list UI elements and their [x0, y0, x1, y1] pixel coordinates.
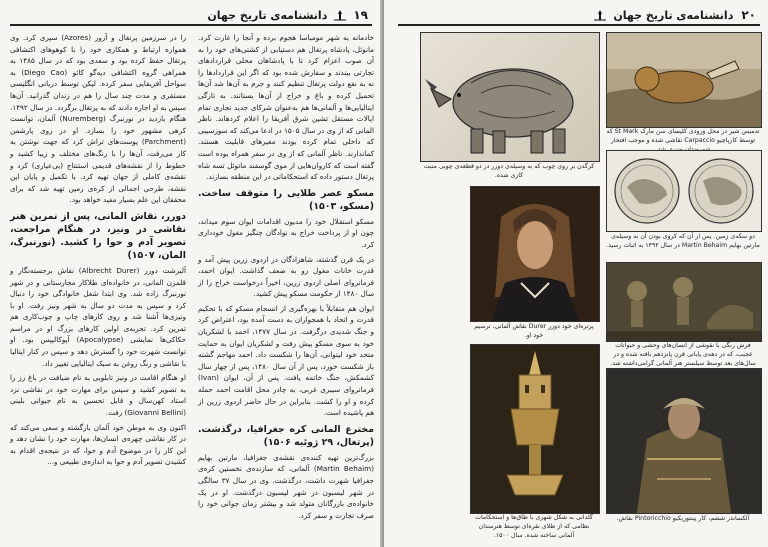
- paragraph: مسکو استقلال خود را مدیون اقدامات ایوان سوم میداند، چون او از پرداخت خراج به نوادگان چنگیز مغول خودداری کرد.: [198, 216, 374, 249]
- paragraph: ایوان هم متقابلاً با بهره‌گیری از انسجام مسکو که با تحکیم قدرت و اتحاد با همجواران به دست آمده بود، اعتراض کرد و جنگ شدیدی درگرفت. در سال ۱۴۷۷، احمد با لشکریان خود به سوی مسکو پیش رفت و لشکریان ایوان به حمایت متحد خود لیتوانی، آن‌ها را شکست داد. احمد مهاجم گشته باز شکست خورد، پس از آن سال ۱۴۸۰، پس از چهار سال کشمکش، جنگ خاتمه یافت. پس از آن، ایوان (Ivan) فرمانروای سیبری غربی، به چادر محل اقامت احمد حمله کرده و او را کشت. بنابراین در حال حاضر اردوی زرین از هم پاشیده است.: [198, 303, 374, 418]
- paragraph: بزرگ‌ترین تهیه کننده‌ی نقشه‌ی جغرافیا، مارتین بهایم (Martin Behaim) آلمانی، که سازنده‌ی نخستین کره‌ی جغرافیا شهرت داشت، درگذشت. وی در سال ۳۷ سالگی در شهر لیسبون در شهر لیسبون درگذشت. او در یک خانواده‌ی بازرگانان متولد شد و بیشتر زمان جوانی خود را صرف تجارت و سفر کرد.: [198, 452, 374, 520]
- lion-of-st-mark-painting: [606, 32, 762, 128]
- pintoricchio-painting-image: [606, 368, 762, 514]
- article-heading: دورر، نقاش المانی، پس از تمرین هنر نقاشی در ونیز، در هنگام مراجعت، تصویر آدم و حوا را کشید. (نورنبرگ، المان، ۱۵۰۷): [10, 210, 186, 261]
- article-heading: مخترع المانی کره جغرافیا، درگذشت. (پرتغال، ۲۹ ژوئیه ۱۵۰۶): [198, 423, 374, 448]
- globe-map-coins-image: [606, 150, 762, 232]
- torch-icon: [593, 9, 607, 21]
- figure-caption: پرتره‌ای خود دورر Durer نقاش آلمانی، ترسیم خود او.: [474, 323, 594, 339]
- paragraph: در یک قرن گذشته، شاهزادگان در اردوی زرین پیش آمد و قدرت خانات مغول رو به ضعف گذاشت. ایوان احمد، فرمانروای اصلی اردوی زرین، اخیراً درخواست خراج را از سال ۱۴۸۰ از حکومت مسکو پیش کشید.: [198, 254, 374, 299]
- figure-caption: آلکساندر ششم، کار پینتوریکیو Pintoricchio نقاش.: [616, 515, 750, 522]
- paragraph: را در سرزمین پرتغال و آزور (Azores) سپری کرد. وی همواره ارتباط و همکاری خود را با کوهوهای اکتشافی پرتغال حفظ کرده بود و سعدی بود که در سال ۱۴۸۵ به همراهی گروه اکتشافی دیه‌گو کائو (Diego Cao) به سواحل آفریقایی سفر کرده. لیکن توسط دریانی انگلیسی مستقری و مدت چند سال را هم در زندان گذرانید. آن‌ها سپس به او اجازه دادند که به پرتغال برگردد. در سال ۱۴۹۲، هنگام بازدید در نورنبرگ (Nuremberg) آلمان، توانست کرهی مشهور خود را بسازد. او در روی پارشمن (Parchment) پوست‌های تراش کرد که جهت نوشتن به کار می‌رفت، آن‌ها را با رنگ‌های مختلف و زیبا کشید و خطوط را از نقشه‌های قدیمی استنتاج (بی‌عیاری) کرد و نقشه‌ی کاملی از جهان تهیه کرد. با تکمیل و پایان این نقشه، طرحی اجمالی از کره‌ی زمین تهیه شد که برای محققان این علم بسیار مفید خواهد بود.: [10, 33, 186, 205]
- page-number: ۱۹: [353, 8, 368, 22]
- running-title: دانشنامه‌ی تاریخ جهان: [613, 8, 734, 22]
- right-page: [384, 0, 768, 547]
- left-page-header: [10, 6, 372, 26]
- castle-goblet-image: [470, 344, 600, 514]
- durer-self-portrait-image: [470, 186, 600, 322]
- figure-caption: گلدانی به شکل شهری با طاق‌ها و استحکامات نظامی که از طلای نقره‌ای توسط هنرمندان آلمانی ساخته شده. سال ۱۵۰۰.: [475, 514, 593, 539]
- paragraph: او هنگام اقامت در ونیز تابلویی به نام ضیافت در باغ رز را به تصویر کشید و سپس برای مهارت خود در نقاشی نزد استاد کهن‌سال و قابل تحسین به نام جیوانی بلینی (Giovanni Bellini) رفت.: [10, 373, 186, 418]
- figure-caption: دو سکه‌ی زمین. پس از آن که کروی بودن آن به وسیله‌ی مارتین بهایم Martin Behaim در سال ۱۴۹۲ به اثبات رسید.: [606, 233, 760, 249]
- torch-icon: [333, 9, 347, 21]
- running-title: دانشنامه‌ی تاریخ جهان: [207, 8, 328, 22]
- figure-caption: کرگدن بر روی چوب که به وسیله‌ی دورر در دو قطعه‌ی چوبی منبت کاری شده.: [423, 163, 595, 179]
- paragraph: خادمانه به شهر مومباسا هجوم برده و آنجا را غارت کرد. مانوئل، پادشاه پرتغال هم دستیابی از کشتی‌های خود را به آن صوب اعزام کرد تا با پادشاهان محلی قراردادهای تجارتی ببندند و سفارش شده بود که اگر این قراردادها را نه به نفع دولت پرتغال تنظیم کنند و جرم به آن‌ها شد آن‌ها تحمیل کرده و باغ و خراج از آن‌ها بستانند. به تازگی ایتالیایی‌ها و آلمانی‌ها هم به‌عنوان شرکای جدید تجاری تمام ایالات مستقل تشین شرق آفریقا را اعلام کردهاند. ناظر المانی که از وی در سال ۱۵۰۵ در ادعا می‌کند که سوزسیبی که داخلی تمام کرده بودند مغیرهای قابلیت هستند. کماندارند. ناظر آلمانی که از وی در سفر همراه بوده است گفته است که کاروان‌هایی از موی گوسفند ماتوئل تسه شاه پرتغال دستور داده که استحکاماتی در این منطقه بسازند.: [198, 33, 374, 182]
- figure-caption: فرش رنگی با نقوشی از انسان‌های وحشی و حیوانات عجیب، که در دهه‌ی پایانی قرن پانزدهم بافته شده و در سال‌های بعد توسط سیلستر هنر آلمانی گرامی‌داشته شد.: [610, 342, 756, 367]
- figure-caption: تدمیس شیر در محل ورودی کلیسای سن مارک St Mark که توسط کارپاچیو Carpaccio نقاشی شده و موجب افتخار: [606, 128, 760, 144]
- wild-men-tapestry-image: [606, 262, 762, 342]
- paragraph: آلبرشت دورر (Albrecht Durer) نقاش برجسته‌نگار و قلمزن المانی، در خانواده‌ای طلاکار مجارستانی و در شهر نورنبرگ زاده شد. وی ابتدا شغل خانوادگی خود را دنبال کرد و سپس به مدت دو سال به شهر ونیز رفت. او با ونیزی‌ها آشنا شد و روی کارهای چاپ و چوب‌کاری هم تمرین کرد. تجربه‌ی اولین کارهای بزرگ او در مراسم حکاکی‌ها نمایشی (Apocalypse) آپوکالیپس بود. او توانست شهرت خود را گسترش دهد و سپس در کنار ایتالیا با نقاشی و رنگ روغن به سبک ایتالیایی تغییر داد.: [10, 265, 186, 368]
- rhinoceros-woodcut-image: [420, 32, 600, 162]
- page-number: ۲۰: [741, 8, 756, 22]
- article-heading: مسکو عصر طلایی را متوقف ساخت. (مسکو، ۱۵۰۳): [198, 187, 374, 212]
- paragraph: اکنون وی به موطن خود آلمان بازگشته و سعی می‌کند که در کار نقاشی چهره‌ی انسان‌ها، مهارت خود را نشان دهد و این کار را در موضوع آدم و حوا، که در نتیجه‌ی اقدام به کشیدن تصویر آدم و حوا به اندازه‌ی طبیعی و...: [10, 422, 186, 467]
- text-column-left: [10, 32, 186, 539]
- right-page-header: [398, 6, 760, 26]
- text-column-right: [198, 32, 374, 539]
